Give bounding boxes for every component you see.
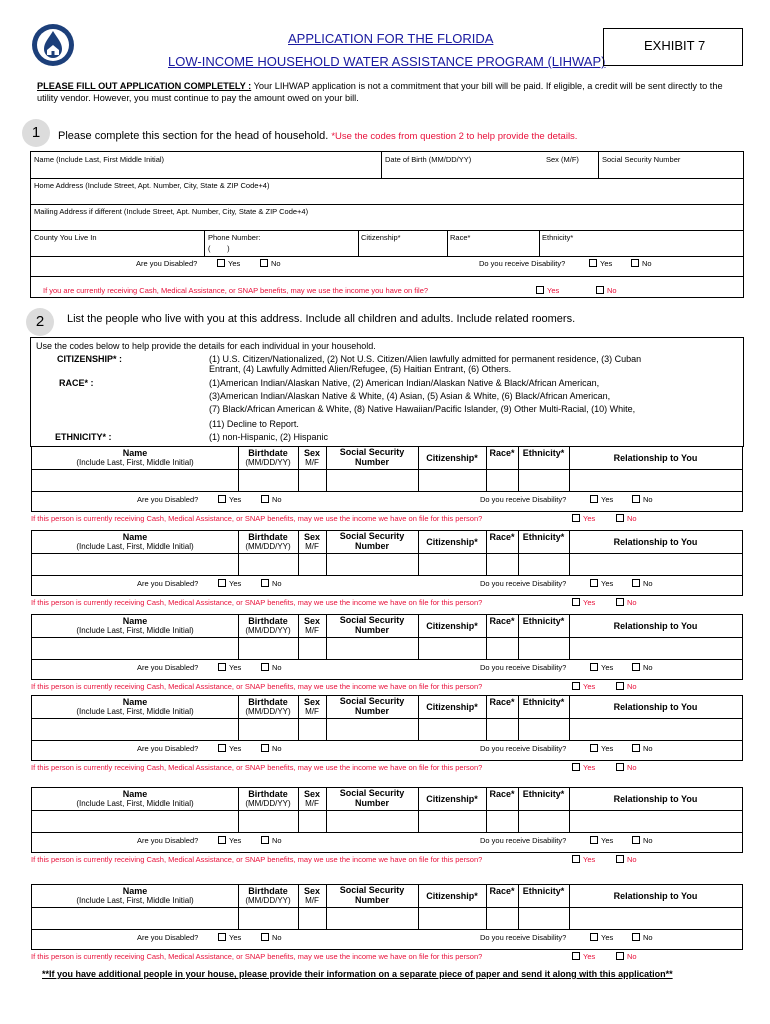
member-income-no-checkbox[interactable]: No xyxy=(616,682,637,691)
dob-label: Date of Birth (MM/DD/YY) xyxy=(385,155,472,164)
member-birthdate-input[interactable] xyxy=(239,554,298,575)
member-birthdate-sublabel: (MM/DD/YY) xyxy=(245,896,291,905)
member-disability-question: Do you receive Disability? xyxy=(480,744,567,753)
member-income-question: If this person is currently receiving Cash, Medical Assistance, or SNAP benefits, may we use the income we have on file for this person? xyxy=(31,598,483,607)
section1-note: *Use the codes from question 2 to help provide the details. xyxy=(331,131,578,142)
intro-bold: PLEASE FILL OUT APPLICATION COMPLETELY : xyxy=(37,81,252,91)
member-disabled-no-checkbox[interactable]: No xyxy=(261,663,282,672)
member-birthdate-input[interactable] xyxy=(239,719,298,740)
member-citizenship-input[interactable] xyxy=(419,811,486,832)
member-citizenship-label: Citizenship* xyxy=(426,621,478,631)
member-disability-no-checkbox[interactable]: No xyxy=(632,663,653,672)
member-citizenship-label: Citizenship* xyxy=(426,453,478,463)
home-address-input[interactable] xyxy=(31,188,743,204)
member-relationship-label: Relationship to You xyxy=(613,453,698,463)
member-ethnicity-label: Ethnicity* xyxy=(522,697,565,707)
member-income-question: If this person is currently receiving Cash, Medical Assistance, or SNAP benefits, may we use the income we have on file for this person? xyxy=(31,952,483,961)
member-disability-question: Do you receive Disability? xyxy=(480,495,567,504)
member-citizenship-input[interactable] xyxy=(419,638,486,659)
section1-heading-text: Please complete this section for the head of household. xyxy=(58,130,329,142)
member-income-no-checkbox[interactable]: No xyxy=(616,952,637,961)
member-relationship-input[interactable] xyxy=(570,908,742,929)
hoh-dob-input[interactable] xyxy=(382,162,598,178)
member-income-yes-checkbox[interactable]: Yes xyxy=(572,855,595,864)
member-ssn-input[interactable] xyxy=(327,811,418,832)
ethnicity-label: Ethnicity* xyxy=(542,233,574,242)
member-sex-label: Sex xyxy=(303,616,320,626)
member-disabled-question: Are you Disabled? xyxy=(137,579,199,588)
home-address-label: Home Address (Include Street, Apt. Number, City, State & ZIP Code+4) xyxy=(34,181,270,190)
race-codes-3: (7) Black/African American & White, (8) Native Hawaiian/Pacific Islander, (9) Other Multi-Racial, (10) White, xyxy=(209,404,636,414)
member-ssn-input[interactable] xyxy=(327,554,418,575)
member-race-input[interactable] xyxy=(487,811,518,832)
member-disabled-question: Are you Disabled? xyxy=(137,495,199,504)
member-race-input[interactable] xyxy=(487,638,518,659)
member-sex-label: Sex xyxy=(303,532,320,542)
member-race-label: Race* xyxy=(489,886,515,896)
exhibit-label: EXHIBIT 7 xyxy=(644,38,706,53)
member-relationship-label: Relationship to You xyxy=(613,621,698,631)
member-name-sublabel: (Include Last, First, Middle Initial) xyxy=(76,799,194,808)
member-relationship-label: Relationship to You xyxy=(613,537,698,547)
member-ssn-input[interactable] xyxy=(327,638,418,659)
member-relationship-input[interactable] xyxy=(570,554,742,575)
member-citizenship-input[interactable] xyxy=(419,470,486,491)
exhibit-box xyxy=(603,28,743,66)
member-disabled-question: Are you Disabled? xyxy=(137,744,199,753)
hoh-ssn-input[interactable] xyxy=(599,162,743,178)
member-disability-question: Do you receive Disability? xyxy=(480,579,567,588)
member-income-no-checkbox[interactable]: No xyxy=(616,514,637,523)
member-name-input[interactable] xyxy=(32,719,238,740)
member-birthdate-label: Birthdate xyxy=(248,448,288,458)
member-disability-question: Do you receive Disability? xyxy=(480,836,567,845)
member-ethnicity-input[interactable] xyxy=(519,638,569,659)
disability-yes-checkbox[interactable]: Yes xyxy=(589,259,612,268)
member-disabled-question: Are you Disabled? xyxy=(137,933,199,942)
member-race-label: Race* xyxy=(489,616,515,626)
member-name-label: Name xyxy=(122,789,148,799)
member-name-input[interactable] xyxy=(32,554,238,575)
member-ethnicity-input[interactable] xyxy=(519,554,569,575)
member-relationship-input[interactable] xyxy=(570,811,742,832)
member-disabled-question: Are you Disabled? xyxy=(137,663,199,672)
member-name-input[interactable] xyxy=(32,908,238,929)
member-citizenship-label: Citizenship* xyxy=(426,891,478,901)
member-sex-input[interactable] xyxy=(299,908,326,929)
member-income-question: If this person is currently receiving Cash, Medical Assistance, or SNAP benefits, may we use the income we have on file for this person? xyxy=(31,763,483,772)
income-no-checkbox[interactable]: No xyxy=(596,286,617,295)
member-ethnicity-label: Ethnicity* xyxy=(522,886,565,896)
race-codes-4: (11) Decline to Report. xyxy=(209,419,299,429)
section1-heading xyxy=(58,130,577,142)
member-race-label: Race* xyxy=(489,789,515,799)
member-birthdate-sublabel: (MM/DD/YY) xyxy=(245,458,291,467)
member-ethnicity-input[interactable] xyxy=(519,719,569,740)
phone-parens: ( ) xyxy=(208,244,230,253)
member-disabled-yes-checkbox[interactable]: Yes xyxy=(218,663,241,672)
member-disabled-no-checkbox[interactable]: No xyxy=(261,579,282,588)
member-birthdate-input[interactable] xyxy=(239,811,298,832)
mailing-address-input[interactable] xyxy=(31,214,743,230)
member-income-yes-checkbox[interactable]: Yes xyxy=(572,952,595,961)
member-sex-sublabel: M/F xyxy=(305,458,319,467)
intro-text xyxy=(37,80,742,104)
member-sex-sublabel: M/F xyxy=(305,626,319,635)
member-race-label: Race* xyxy=(489,697,515,707)
race-codes-label: RACE* : xyxy=(59,378,94,388)
member-birthdate-sublabel: (MM/DD/YY) xyxy=(245,799,291,808)
member-birthdate-input[interactable] xyxy=(239,908,298,929)
member-sex-label: Sex xyxy=(303,697,320,707)
ethnicity-codes-label: ETHNICITY* : xyxy=(55,432,112,442)
citizenship-codes-2: Entrant, (4) Lawfully Admitted Alien/Refugee, (5) Haitian Entrant, (6) Others. xyxy=(209,364,512,374)
member-name-label: Name xyxy=(122,616,148,626)
member-ethnicity-input[interactable] xyxy=(519,470,569,491)
member-sex-label: Sex xyxy=(303,886,320,896)
member-ethnicity-input[interactable] xyxy=(519,908,569,929)
member-income-yes-checkbox[interactable]: Yes xyxy=(572,682,595,691)
member-ssn-input[interactable] xyxy=(327,719,418,740)
member-sex-label: Sex xyxy=(303,448,320,458)
member-income-question: If this person is currently receiving Cash, Medical Assistance, or SNAP benefits, may we use the income we have on file for this person? xyxy=(31,855,483,864)
race-codes-2: (3)American Indian/Alaskan Native & White, (4) Asian, (5) Asian & White, (6) Black/African American, xyxy=(209,391,611,401)
member-income-no-checkbox[interactable]: No xyxy=(616,763,637,772)
section1-number: 1 xyxy=(22,119,50,147)
member-disability-yes-checkbox[interactable]: Yes xyxy=(590,933,613,942)
member-disability-yes-checkbox[interactable]: Yes xyxy=(590,744,613,753)
member-disability-yes-checkbox[interactable]: Yes xyxy=(590,579,613,588)
member-citizenship-label: Citizenship* xyxy=(426,702,478,712)
member-citizenship-input[interactable] xyxy=(419,719,486,740)
member-citizenship-input[interactable] xyxy=(419,908,486,929)
codes-intro: Use the codes below to help provide the details for each individual in your household. xyxy=(36,341,376,351)
member-relationship-input[interactable] xyxy=(570,470,742,491)
member-sex-label: Sex xyxy=(303,789,320,799)
member-sex-input[interactable] xyxy=(299,554,326,575)
logo xyxy=(30,22,76,68)
disability-no-checkbox[interactable]: No xyxy=(631,259,652,268)
member-sex-input[interactable] xyxy=(299,811,326,832)
member-birthdate-sublabel: (MM/DD/YY) xyxy=(245,707,291,716)
member-ethnicity-label: Ethnicity* xyxy=(522,448,565,458)
section2-number: 2 xyxy=(26,308,54,336)
income-question: If you are currently receiving Cash, Medical Assistance, or SNAP benefits, may we use the income you have on file? xyxy=(43,286,429,295)
member-ethnicity-label: Ethnicity* xyxy=(522,616,565,626)
codes-box xyxy=(30,337,744,447)
member-disability-yes-checkbox[interactable]: Yes xyxy=(590,836,613,845)
page-title-line1: APPLICATION FOR THE FLORIDA xyxy=(288,31,494,46)
hoh-name-input[interactable] xyxy=(31,162,381,178)
member-ethnicity-label: Ethnicity* xyxy=(522,532,565,542)
member-name-sublabel: (Include Last, First, Middle Initial) xyxy=(76,542,194,551)
member-name-input[interactable] xyxy=(32,470,238,491)
member-disabled-no-checkbox[interactable]: No xyxy=(261,836,282,845)
member-disabled-question: Are you Disabled? xyxy=(137,836,199,845)
intro-body: Your LIHWAP application is not a commitment that your bill will be paid. If eligible, a credit will be sent directly to the utility vendor. However, you must continue to pay the amount owed on your bill. xyxy=(37,81,723,103)
member-name-sublabel: (Include Last, First, Middle Initial) xyxy=(76,626,194,635)
member-sex-sublabel: M/F xyxy=(305,542,319,551)
member-birthdate-input[interactable] xyxy=(239,470,298,491)
member-income-yes-checkbox[interactable]: Yes xyxy=(572,763,595,772)
member-ssn-input[interactable] xyxy=(327,908,418,929)
member-citizenship-label: Citizenship* xyxy=(426,794,478,804)
member-name-input[interactable] xyxy=(32,638,238,659)
member-birthdate-label: Birthdate xyxy=(248,616,288,626)
member-name-label: Name xyxy=(122,697,148,707)
citizenship-label: Citizenship* xyxy=(361,233,401,242)
member-race-label: Race* xyxy=(489,448,515,458)
member-income-yes-checkbox[interactable]: Yes xyxy=(572,514,595,523)
member-birthdate-sublabel: (MM/DD/YY) xyxy=(245,626,291,635)
member-race-input[interactable] xyxy=(487,554,518,575)
member-name-label: Name xyxy=(122,886,148,896)
name-label: Name (Include Last, First Middle Initial) xyxy=(34,155,165,164)
ethnicity-codes: (1) non-Hispanic, (2) Hispanic xyxy=(209,432,329,442)
disabled-yes-checkbox[interactable]: Yes xyxy=(217,259,240,268)
member-disabled-yes-checkbox[interactable]: Yes xyxy=(218,579,241,588)
member-race-label: Race* xyxy=(489,532,515,542)
member-ssn-input[interactable] xyxy=(327,470,418,491)
mailing-address-label: Mailing Address if different (Include Street, Apt. Number, City, State & ZIP Code+4) xyxy=(34,207,309,216)
member-disabled-no-checkbox[interactable]: No xyxy=(261,933,282,942)
member-disability-yes-checkbox[interactable]: Yes xyxy=(590,663,613,672)
member-sex-sublabel: M/F xyxy=(305,799,319,808)
disabled-question: Are you Disabled? xyxy=(136,259,198,268)
member-income-no-checkbox[interactable]: No xyxy=(616,598,637,607)
member-disabled-yes-checkbox[interactable]: Yes xyxy=(218,495,241,504)
member-disability-question: Do you receive Disability? xyxy=(480,933,567,942)
member-income-yes-checkbox[interactable]: Yes xyxy=(572,598,595,607)
race-codes-1: (1)American Indian/Alaskan Native, (2) American Indian/Alaskan Native & Black/African American, xyxy=(209,378,600,388)
member-ethnicity-label: Ethnicity* xyxy=(522,789,565,799)
member-name-label: Name xyxy=(122,532,148,542)
member-citizenship-input[interactable] xyxy=(419,554,486,575)
member-income-question: If this person is currently receiving Cash, Medical Assistance, or SNAP benefits, may we use the income we have on file for this person? xyxy=(31,514,483,523)
member-disabled-yes-checkbox[interactable]: Yes xyxy=(218,933,241,942)
member-income-no-checkbox[interactable]: No xyxy=(616,855,637,864)
member-sex-sublabel: M/F xyxy=(305,707,319,716)
member-disability-no-checkbox[interactable]: No xyxy=(632,579,653,588)
member-disability-question: Do you receive Disability? xyxy=(480,663,567,672)
member-sex-input[interactable] xyxy=(299,470,326,491)
member-disability-yes-checkbox[interactable]: Yes xyxy=(590,495,613,504)
member-disabled-no-checkbox[interactable]: No xyxy=(261,744,282,753)
member-birthdate-input[interactable] xyxy=(239,638,298,659)
disabled-no-checkbox[interactable]: No xyxy=(260,259,281,268)
member-disability-no-checkbox[interactable]: No xyxy=(632,836,653,845)
member-ssn-label: Social Security Number xyxy=(339,615,405,635)
page-title-line2: LOW-INCOME HOUSEHOLD WATER ASSISTANCE PROGRAM (LIHWAP) xyxy=(168,54,606,69)
member-citizenship-label: Citizenship* xyxy=(426,537,478,547)
member-name-input[interactable] xyxy=(32,811,238,832)
member-disabled-no-checkbox[interactable]: No xyxy=(261,495,282,504)
member-name-sublabel: (Include Last, First, Middle Initial) xyxy=(76,896,194,905)
citizenship-codes-label: CITIZENSHIP* : xyxy=(57,354,123,364)
member-relationship-input[interactable] xyxy=(570,719,742,740)
member-race-input[interactable] xyxy=(487,908,518,929)
county-label: County You Live In xyxy=(34,233,97,242)
member-name-sublabel: (Include Last, First, Middle Initial) xyxy=(76,458,194,467)
disability-question: Do you receive Disability? xyxy=(479,259,566,268)
member-relationship-input[interactable] xyxy=(570,638,742,659)
member-race-input[interactable] xyxy=(487,719,518,740)
water-drop-house-logo-icon xyxy=(30,22,76,68)
footer-note: **If you have additional people in your house, please provide their information on a separate piece of paper and send it along with this application** xyxy=(42,969,673,979)
member-ssn-label: Social Security Number xyxy=(339,788,405,808)
member-relationship-label: Relationship to You xyxy=(613,702,698,712)
member-ssn-label: Social Security Number xyxy=(339,531,405,551)
member-disability-no-checkbox[interactable]: No xyxy=(632,933,653,942)
member-race-input[interactable] xyxy=(487,470,518,491)
member-sex-input[interactable] xyxy=(299,719,326,740)
phone-label: Phone Number: xyxy=(208,233,261,242)
section1-table xyxy=(30,151,744,298)
sex-label: Sex (M/F) xyxy=(546,155,579,164)
member-sex-sublabel: M/F xyxy=(305,896,319,905)
member-birthdate-label: Birthdate xyxy=(248,886,288,896)
member-ssn-label: Social Security Number xyxy=(339,696,405,716)
income-yes-checkbox[interactable]: Yes xyxy=(536,286,559,295)
member-birthdate-label: Birthdate xyxy=(248,697,288,707)
member-name-label: Name xyxy=(122,448,148,458)
citizenship-codes-1: (1) U.S. Citizen/Nationalized, (2) Not U.S. Citizen/Alien lawfully admitted for permanent residence, (3) Cuban xyxy=(209,354,642,364)
member-relationship-label: Relationship to You xyxy=(613,891,698,901)
member-birthdate-sublabel: (MM/DD/YY) xyxy=(245,542,291,551)
member-disabled-yes-checkbox[interactable]: Yes xyxy=(218,744,241,753)
race-label: Race* xyxy=(450,233,471,242)
member-name-sublabel: (Include Last, First, Middle Initial) xyxy=(76,707,194,716)
member-income-question: If this person is currently receiving Cash, Medical Assistance, or SNAP benefits, may we use the income we have on file for this person? xyxy=(31,682,483,691)
member-sex-input[interactable] xyxy=(299,638,326,659)
member-disability-no-checkbox[interactable]: No xyxy=(632,744,653,753)
member-ethnicity-input[interactable] xyxy=(519,811,569,832)
member-birthdate-label: Birthdate xyxy=(248,789,288,799)
member-relationship-label: Relationship to You xyxy=(613,794,698,804)
member-birthdate-label: Birthdate xyxy=(248,532,288,542)
ssn-label: Social Security Number xyxy=(602,155,681,164)
member-ssn-label: Social Security Number xyxy=(339,447,405,467)
member-ssn-label: Social Security Number xyxy=(339,885,405,905)
member-disability-no-checkbox[interactable]: No xyxy=(632,495,653,504)
member-disabled-yes-checkbox[interactable]: Yes xyxy=(218,836,241,845)
section2-heading: List the people who live with you at this address. Include all children and adults. Include related roomers. xyxy=(67,313,576,325)
